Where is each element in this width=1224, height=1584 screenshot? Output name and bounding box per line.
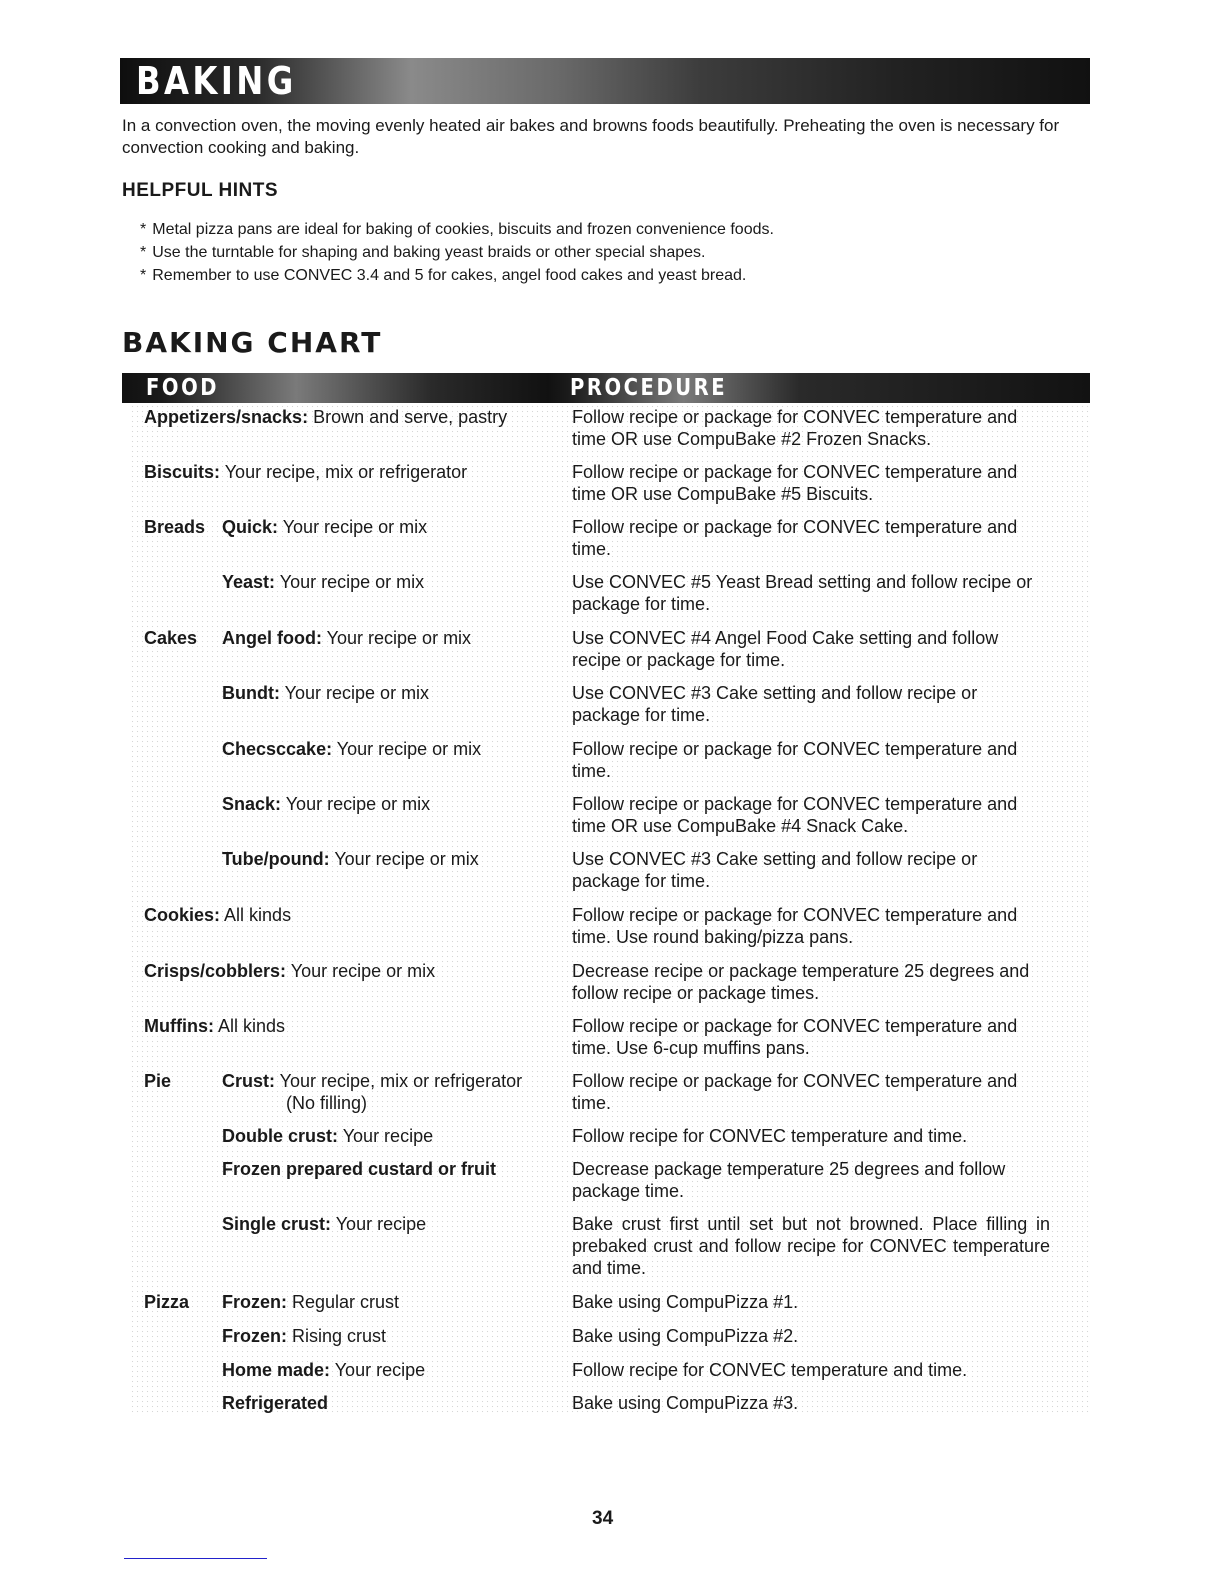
hint-item: * Use the turntable for shaping and baking yeast braids or other special shapes. (140, 244, 706, 261)
procedure-cell: Use CONVEC #4 Angel Food Cake setting and follow recipe or package for time. (572, 628, 999, 670)
procedure-cell: Follow recipe or package for CONVEC temperature and time. (572, 739, 1018, 781)
food-desc: Your recipe or mix (279, 683, 430, 703)
procedure-cell: Decrease package temperature 25 degrees and follow package time. (572, 1159, 1006, 1201)
procedure-cell: Follow recipe or package for CONVEC temperature and time OR use CompuBake #4 Snack Cake. (572, 794, 1018, 836)
food-desc: Your recipe or mix (332, 739, 482, 759)
procedure-cell: Follow recipe for CONVEC temperature and time. (572, 1360, 968, 1380)
food-name: Yeast: (222, 572, 276, 592)
food-column-header: FOOD (146, 375, 220, 401)
procedure-cell: Follow recipe or package for CONVEC temperature and time. Use round baking/pizza pans. (572, 905, 1018, 947)
food-name: Angel food: (222, 628, 322, 648)
food-name: Refrigerated (222, 1393, 329, 1413)
procedure-cell: Bake using CompuPizza #3. (572, 1393, 799, 1413)
procedure-column-header: PROCEDURE (570, 375, 728, 401)
food-name: Single crust: (222, 1214, 332, 1234)
chart-title: BAKING CHART (122, 326, 383, 359)
food-name: Checsccake: (222, 739, 333, 759)
procedure-cell: Follow recipe or package for CONVEC temperature and time. Use 6-cup muffins pans. (572, 1016, 1018, 1058)
procedure-cell: Follow recipe or package for CONVEC temperature and time OR use CompuBake #5 Biscuits. (572, 462, 1018, 504)
food-desc: Your recipe or mix (329, 849, 479, 869)
food-name: Home made: (222, 1360, 331, 1380)
asterisk-bullet-icon: * (140, 221, 147, 238)
food-category: Pie (144, 1071, 172, 1091)
procedure-cell: Use CONVEC #3 Cake setting and follow recipe or package for time. (572, 683, 978, 725)
food-desc: Your recipe or mix (286, 961, 436, 981)
procedure-cell: Follow recipe or package for CONVEC temperature and time. (572, 1071, 1018, 1113)
section-title: BAKING (136, 59, 297, 103)
procedure-cell: Follow recipe or package for CONVEC temperature and time OR use CompuBake #2 Frozen Snacks. (572, 407, 1018, 449)
helpful-hints-list (140, 218, 774, 287)
food-desc: Rising crust (287, 1326, 387, 1346)
food-note: (No filling) (286, 1093, 368, 1113)
food-desc: Your recipe (331, 1214, 427, 1234)
food-desc: Your recipe or mix (281, 794, 431, 814)
food-desc: Your recipe, mix or refrigerator (220, 462, 468, 482)
food-name: Frozen prepared custard or fruit (222, 1159, 497, 1179)
food-desc: All kinds (213, 1016, 286, 1036)
food-name: Frozen: (222, 1326, 287, 1346)
food-name: Biscuits: (144, 462, 221, 482)
procedure-cell: Follow recipe or package for CONVEC temperature and time. (572, 517, 1018, 559)
food-name: Frozen: (222, 1292, 287, 1312)
food-desc: Your recipe or mix (275, 572, 425, 592)
procedure-cell: Follow recipe for CONVEC temperature and time. (572, 1126, 968, 1146)
food-desc: Brown and serve, pastry (308, 407, 508, 427)
food-name: Tube/pound: (222, 849, 330, 869)
procedure-cell: Use CONVEC #3 Cake setting and follow recipe or package for time. (572, 849, 978, 891)
procedure-cell: Decrease recipe or package temperature 25 degrees and follow recipe or package times. (572, 961, 1030, 1003)
asterisk-bullet-icon: * (140, 244, 147, 261)
food-desc: Your recipe (330, 1360, 426, 1380)
procedure-cell: Use CONVEC #5 Yeast Bread setting and follow recipe or package for time. (572, 572, 1033, 614)
food-category: Cakes (144, 628, 198, 648)
food-name: Appetizers/snacks: (144, 407, 309, 427)
food-desc: Your recipe or mix (278, 517, 428, 537)
food-name: Cookies: (144, 905, 221, 925)
procedure-cell: Bake using CompuPizza #1. (572, 1292, 799, 1312)
intro-paragraph: In a convection oven, the moving evenly heated air bakes and browns foods beautifully. Preheating the oven is necessary for convection cooking and baking. (122, 116, 1060, 157)
food-name: Snack: (222, 794, 282, 814)
food-category: Breads (144, 517, 206, 537)
food-name: Crisps/cobblers: (144, 961, 287, 981)
asterisk-bullet-icon: * (140, 267, 147, 284)
food-name: Double crust: (222, 1126, 339, 1146)
chart-header-bar (122, 373, 1090, 403)
baking-chart-table (130, 404, 1090, 1416)
food-desc: Your recipe (338, 1126, 434, 1146)
food-desc: All kinds (220, 905, 292, 925)
food-category: Pizza (144, 1292, 190, 1312)
food-name: Crust: (222, 1071, 275, 1091)
procedure-cell: Bake crust first until set but not browned. Place filling in prebaked crust and follow recipe for CONVEC temperature and time. (572, 1214, 1050, 1278)
food-desc: Your recipe or mix (321, 628, 472, 648)
food-desc: Regular crust (287, 1292, 400, 1312)
procedure-cell: Bake using CompuPizza #2. (572, 1326, 799, 1346)
hint-item: * Metal pizza pans are ideal for baking of cookies, biscuits and frozen convenience foods. (140, 221, 774, 238)
food-name: Bundt: (222, 683, 280, 703)
page-number: 34 (592, 1508, 614, 1529)
section-banner (120, 58, 1090, 104)
footer-rule (124, 1558, 267, 1559)
hint-item: * Remember to use CONVEC 3.4 and 5 for cakes, angel food cakes and yeast bread. (140, 267, 747, 284)
food-name: Muffins: (144, 1016, 214, 1036)
food-name: Quick: (222, 517, 279, 537)
food-desc: Your recipe, mix or refrigerator (275, 1071, 523, 1091)
helpful-hints-heading: HELPFUL HINTS (122, 180, 279, 201)
